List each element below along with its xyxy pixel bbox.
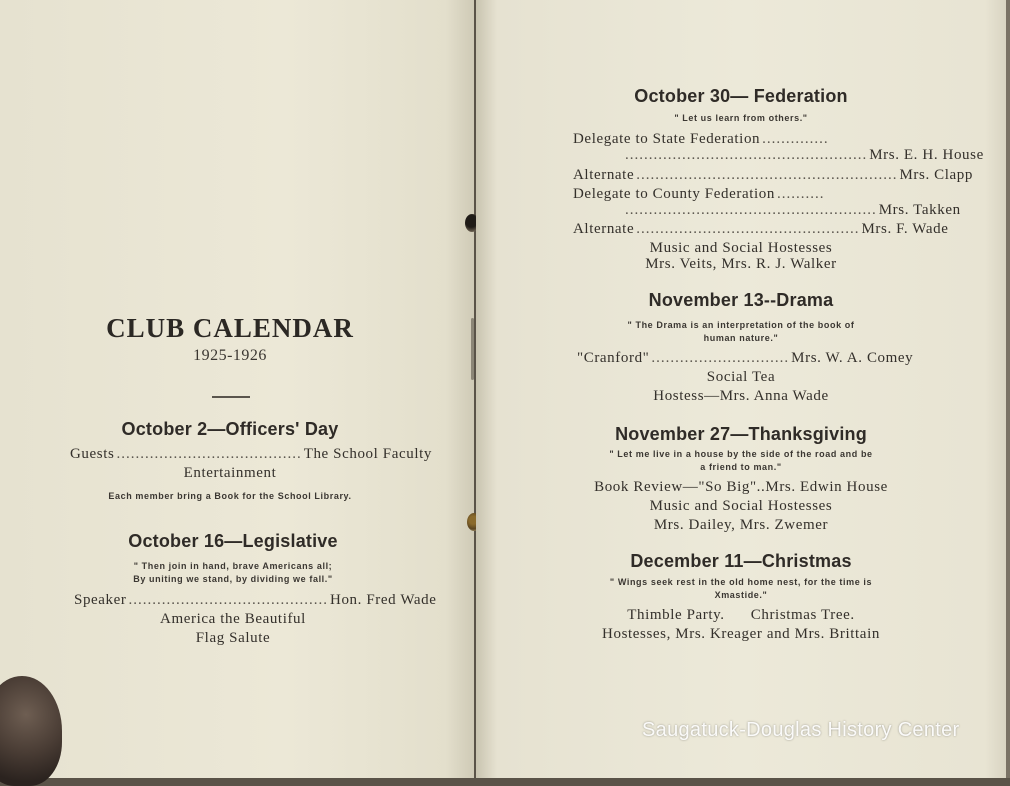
nov27-quote-line-2: a friend to man." [700, 462, 782, 472]
oct30-delegate-state-label: Delegate to State Federation [573, 131, 761, 147]
left-page [0, 0, 474, 778]
oct30-delegate-state-value: Mrs. E. H. House [869, 147, 984, 163]
oct30-alternate-2-dots: ............................................... [636, 221, 860, 237]
oct2-guests-label: Guests [70, 446, 115, 462]
oct2-entertainment: Entertainment [183, 465, 277, 481]
right-page [476, 0, 1006, 778]
dec11-hostesses-line: Hostesses, Mrs. Kreager and Mrs. Brittain [602, 626, 880, 642]
nov13-hostess: Hostess—Mrs. Anna Wade [653, 388, 829, 404]
title-divider [212, 396, 250, 398]
oct30-alternate-2-label: Alternate [573, 221, 635, 237]
oct30-alternate-1-label: Alternate [573, 167, 635, 183]
oct30-delegate-state-dots: .............. [762, 131, 829, 147]
oct16-speaker-dots: .......................................... [128, 592, 329, 608]
oct16-line-1: America the Beautiful [160, 611, 306, 627]
oct30-delegate-county-row [573, 186, 857, 203]
oct2-guests-row [70, 446, 432, 463]
oct16-quote-line-1: " Then join in hand, brave Americans all; [133, 561, 333, 571]
oct30-alternate-1-dots: ....................................................... [636, 167, 898, 183]
oct2-guests-dots: ....................................... [116, 446, 302, 462]
oct30-music-line: Music and Social Hostesses [649, 240, 833, 256]
oct2-note: Each member bring a Book for the School Library. [108, 491, 352, 501]
oct30-heading: October 30— Federation [634, 86, 848, 106]
nov27-quote-line-1: " Let me live in a house by the side of the road and be [609, 449, 873, 459]
oct30-delegate-county-dots-2: ..................................................... [625, 202, 877, 218]
oct30-delegate-county-dots: .......... [776, 186, 825, 202]
oct30-delegate-county-value-row [623, 202, 961, 219]
oct30-alternate-1-value: Mrs. Clapp [899, 167, 973, 183]
nov27-hostesses-line: Mrs. Dailey, Mrs. Zwemer [653, 517, 829, 533]
nov13-quote-line-1: " The Drama is an interpretation of the book of [627, 320, 855, 330]
dec11-heading: December 11—Christmas [630, 551, 852, 571]
nov13-cranford-row [577, 350, 914, 367]
oct30-delegate-state-value-row [623, 147, 984, 164]
page-title: CLUB CALENDAR [106, 313, 354, 343]
calendar-years: 1925-1926 [193, 347, 267, 364]
nov13-heading: November 13--Drama [648, 290, 834, 310]
nov13-cranford-dots: ............................. [651, 350, 790, 366]
nov13-social-tea: Social Tea [706, 369, 776, 385]
nov13-cranford-label: "Cranford" [577, 350, 650, 366]
oct30-delegate-county-value: Mrs. Takken [878, 202, 961, 218]
dec11-party-line: Thimble Party. Christmas Tree. [627, 607, 855, 623]
nov27-heading: November 27—Thanksgiving [615, 424, 867, 444]
oct2-guests-value: The School Faculty [303, 446, 432, 462]
oct16-speaker-row [74, 592, 437, 609]
nov13-cranford-value: Mrs. W. A. Comey [791, 350, 914, 366]
oct30-alternate-2-value: Mrs. F. Wade [861, 221, 949, 237]
watermark: Saugatuck-Douglas History Center [642, 719, 960, 741]
oct2-heading: October 2—Officers' Day [121, 419, 339, 439]
oct30-delegate-state-row [573, 131, 859, 148]
oct16-quote-line-2: By uniting we stand, by dividing we fall." [133, 574, 333, 584]
oct16-speaker-label: Speaker [74, 592, 127, 608]
oct30-delegate-state-dots-2: ................................................... [625, 147, 868, 163]
nov13-quote-line-2: human nature." [703, 333, 779, 343]
dec11-quote-line-2: Xmastide." [714, 590, 768, 600]
oct16-heading: October 16—Legislative [128, 531, 338, 551]
oct30-hostesses-line: Mrs. Veits, Mrs. R. J. Walker [645, 256, 837, 272]
page-edge [1006, 0, 1010, 778]
oct16-speaker-value: Hon. Fred Wade [330, 592, 437, 608]
oct30-delegate-county-label: Delegate to County Federation [573, 186, 775, 202]
oct16-line-2: Flag Salute [195, 630, 271, 646]
dec11-quote-line-1: " Wings seek rest in the old home nest, for the time is [609, 577, 873, 587]
oct30-alternate-1-row [573, 167, 973, 184]
binding-thread [471, 318, 474, 380]
nov27-book-review: Book Review—"So Big"..Mrs. Edwin House [594, 479, 888, 495]
nov27-music-line: Music and Social Hostesses [649, 498, 833, 514]
oct30-quote: " Let us learn from others." [674, 113, 808, 123]
oct30-alternate-2-row [573, 221, 949, 238]
